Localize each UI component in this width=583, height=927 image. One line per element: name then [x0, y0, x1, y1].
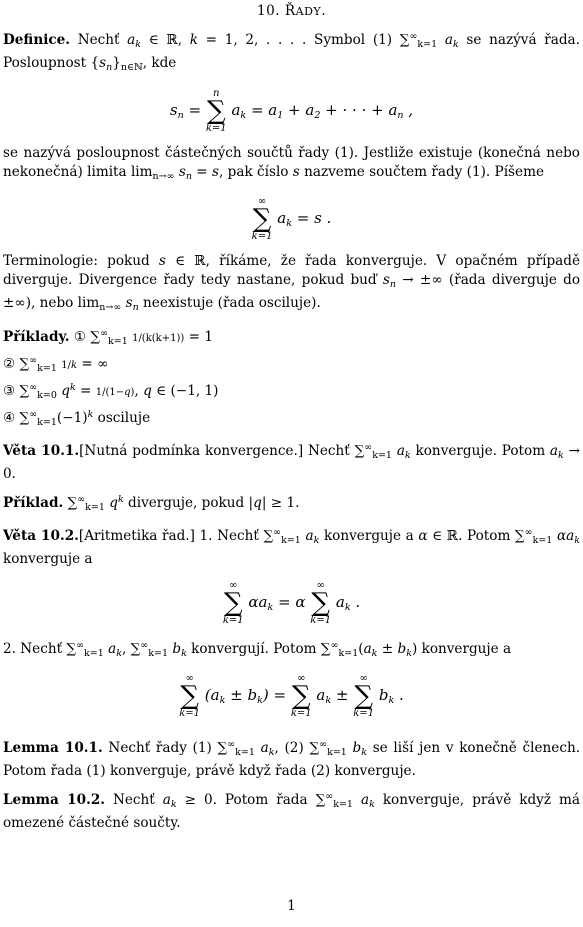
lemma-10-2: Lemma 10.2. Nechť $a_k \ge 0$. Potom řada $\sum^\infty_{k=1}$ $a_k$ konverguje, právě když má omezené částečné součty.	[3, 791, 580, 832]
theorem-10-1-label: Věta 10.1.	[3, 442, 80, 459]
theorem-10-2-label: Věta 10.2.	[3, 528, 79, 545]
lemma-10-2-label: Lemma 10.2.	[3, 792, 106, 809]
example-divergence: Příklad. $\sum^\infty_{k=1}$ $q^k$ diverguje, pokud |q| ≥ 1.	[3, 494, 300, 514]
example-item-4: ④ $\sum^\infty_{k=1}(-1)^k$ osciluje	[3, 408, 151, 428]
theorem-10-1: Věta 10.1.[Nutná podmínka konvergence.] Nechť $\sum^\infty_{k=1}$ $a_k$ konverguje. Potom $a_k \to 0$.	[3, 441, 581, 482]
partial-sum-equation: $s_n$ = n ∑ k=1 $a_k = a_1 + a_2$ + · · · + $a_n$ ,	[169, 87, 414, 134]
definition-continuation: se nazývá posloupnost částečných součtů řady (1). Jestliže existuje (konečná nebo nekonečná) limita $\lim_{n\to\infty} s_n = s$, pak číslo s nazveme součtem řady (1). Píšeme	[3, 144, 580, 182]
section-title: 10. ŘADY.	[256, 3, 327, 19]
theorem-10-2-part-2: 2. Nechť $\sum^\infty_{k=1}$ $a_k$, $\sum^\infty_{k=1}$ $b_k$ konvergují. Potom $\sum^\infty_{k=1}(a_k \pm b_k)$ konverguje a	[3, 639, 512, 659]
sum-difference-equation: ∞ ∑ k=1 $(a_k \pm b_k)$ = ∞ ∑ k=1 $a_k$ ± ∞ ∑ k=1 $b_k$ .	[179, 672, 404, 719]
examples-block	[3, 324, 580, 432]
document-page	[3, 2, 580, 840]
example-label: Příklad.	[3, 495, 64, 512]
examples-label: Příklady.	[3, 328, 70, 345]
series-sum-equation: ∞ ∑ k=1 $a_k = s$ .	[251, 196, 332, 243]
example-item-3: ③ $\sum^\infty_{k=0}$ $q^k = 1/(1-q)$, q ∈ (−1, 1)	[3, 381, 219, 401]
terminology-paragraph: Terminologie: pokud s ∈ ℝ, říkáme, že řada konverguje. V opačném případě diverguje. Divergence řady tedy nastane, pokud buď $s_n$ → ±∞ (řada diverguje do ±∞), nebo $\lim_{n\to\infty} s_n$ neexistuje (řada osciluje).	[3, 253, 581, 314]
scalar-sum-equation: ∞ ∑ k=1 $\alpha a_k = \alpha$ ∞ ∑ k=1 $a_k$ .	[222, 579, 361, 626]
definition-paragraph: Definice. Nechť $a_k$ ∈ ℝ, k = 1, 2, . . . . Symbol (1) $\sum^\infty_{k=1}$ $a_k$ se nazývá řada. Posloupnost $\{s_n\}_{n\in ℕ}$, kde	[3, 31, 580, 74]
theorem-10-2: Věta 10.2.[Aritmetika řad.] 1. Nechť $\sum^\infty_{k=1}$ $a_k$ konverguje a α ∈ ℝ. Potom $\sum^\infty_{k=1}$ $\alpha a_k$ konverguje a	[3, 527, 580, 568]
example-item-1: Příklady. ① $\sum^\infty_{k=1}$ 1/(k(k+1)) = 1	[3, 327, 213, 347]
lemma-10-1-label: Lemma 10.1.	[3, 739, 103, 756]
example-item-2: ② $\sum^\infty_{k=1}$ 1/k = ∞	[3, 354, 109, 374]
page-number: 1	[287, 898, 296, 914]
lemma-10-1: Lemma 10.1. Nechť řady (1) $\sum^\infty_{k=1}$ $a_k$, (2) $\sum^\infty_{k=1}$ $b_k$ se liší jen v konečně členech. Potom řada (1) konverguje, právě když řada (2) konverguje.	[3, 738, 581, 780]
definition-label: Definice.	[3, 32, 71, 49]
